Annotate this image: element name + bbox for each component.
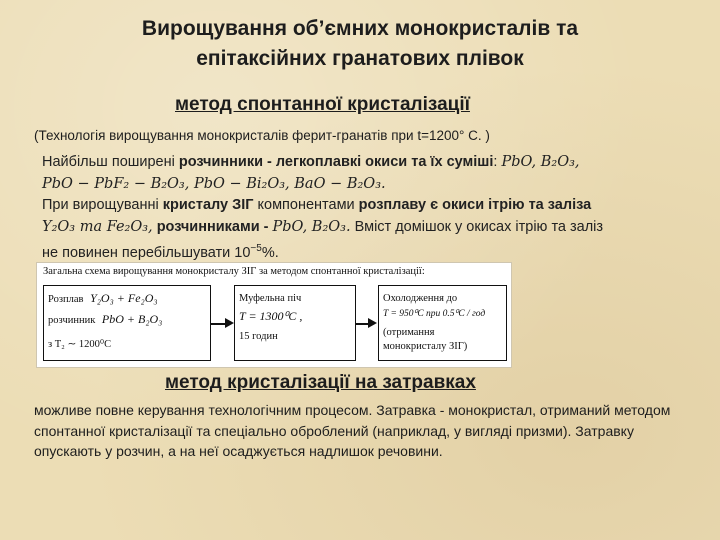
melt-box <box>43 285 211 361</box>
p1-intro: Найбільш поширені <box>42 154 179 170</box>
section-heading-spontaneous: метод спонтанної кристалізації <box>175 94 470 115</box>
p2-bold1: кристалу ЗІГ <box>162 197 254 213</box>
cooling-line-4: монокристалу ЗІГ) <box>383 341 468 352</box>
p2-mid: компонентами <box>253 197 359 213</box>
arrow-2-head <box>368 318 377 328</box>
slide-title <box>60 14 660 74</box>
paragraph-line-3 <box>42 195 682 217</box>
cooling-box <box>378 285 507 361</box>
p2-formulas1: Y₂O₃ та Fe₂O₃, <box>42 218 153 235</box>
solvent-label: розчинник <box>48 315 96 326</box>
paragraph-line-2 <box>42 174 682 196</box>
furnace-box <box>234 285 356 361</box>
arrow-2-line <box>356 323 368 325</box>
melt-label: Розплав <box>48 294 84 305</box>
p2-formulas2: PbO, B₂O₃. <box>272 218 351 235</box>
solvent-formula: PbO + B₂O₃ <box>101 312 163 326</box>
arrow-1-line <box>211 323 225 325</box>
cooling-line-1: Охолодження до <box>383 293 458 304</box>
solvents-paragraph <box>42 152 682 264</box>
p2-exponent: −5 <box>250 243 262 254</box>
p2-intro: При вирощуванні <box>42 197 163 213</box>
paragraph-line-4 <box>42 217 682 239</box>
section-heading-seed: метод кристалізації на затравках <box>165 372 476 393</box>
cooling-line-3: (отримання <box>383 327 435 338</box>
p2-bold3: розчинниками - <box>152 218 273 235</box>
p1-bold: розчинники - легкоплавкі окиси та їх суміші <box>178 154 494 170</box>
melt-line-1 <box>48 292 158 306</box>
p2-tail: Вміст домішок у окисах ітрію та заліз <box>350 218 604 235</box>
p2-end: не повинен перебільшувати 10 <box>42 244 251 261</box>
furnace-line-3: 15 годин <box>239 331 278 342</box>
process-diagram <box>36 262 512 368</box>
melt-line-2 <box>48 313 162 327</box>
diagram-caption: Загальна схема вирощування монокристалу ЗІГ за методом спонтанної кристалізації: <box>43 266 425 277</box>
p2-bold2: розплаву є окиси ітрію та заліза <box>358 197 592 213</box>
seed-method-paragraph: можливе повне керування технологічним процесом. Затравка - монокристал, отриманий методом спонтанної кристалізації та спеціально оброблений (наприклад, у вигляді призми). Затравку опускають у розчин, а на неї осаджується надлишок речовини. <box>34 402 671 459</box>
p1-colon: : <box>493 154 502 170</box>
p1-formulas-b: PbO − PbF₂ − B₂O₃, PbO − Bi₂O₃, BaO − B₂O₃. <box>42 175 386 192</box>
title-line-2: епітаксійних гранатових плівок <box>196 47 524 70</box>
cooling-line-2: T = 950⁰C при 0.5⁰C / год <box>383 309 486 319</box>
arrow-1-head <box>225 318 234 328</box>
p2-percent: %. <box>261 244 279 261</box>
furnace-line-2: T = 1300⁰C , <box>239 309 303 323</box>
melt-line-3: з T₂ ∼ 1200⁰C <box>48 339 112 350</box>
technology-note: (Технологія вирощування монокристалів ферит-гранатів при t=1200° С. ) <box>34 128 490 143</box>
paragraph-line-5 <box>42 238 682 264</box>
furnace-line-1: Муфельна піч <box>239 293 302 304</box>
paragraph-line-1 <box>42 152 682 174</box>
title-line-1: Вирощування об’ємних монокристалів та <box>141 17 579 40</box>
melt-formula: Y₂O₃ + Fe₂O₃ <box>90 291 158 305</box>
p1-formulas-a: PbO, B₂O₃, <box>501 154 580 170</box>
